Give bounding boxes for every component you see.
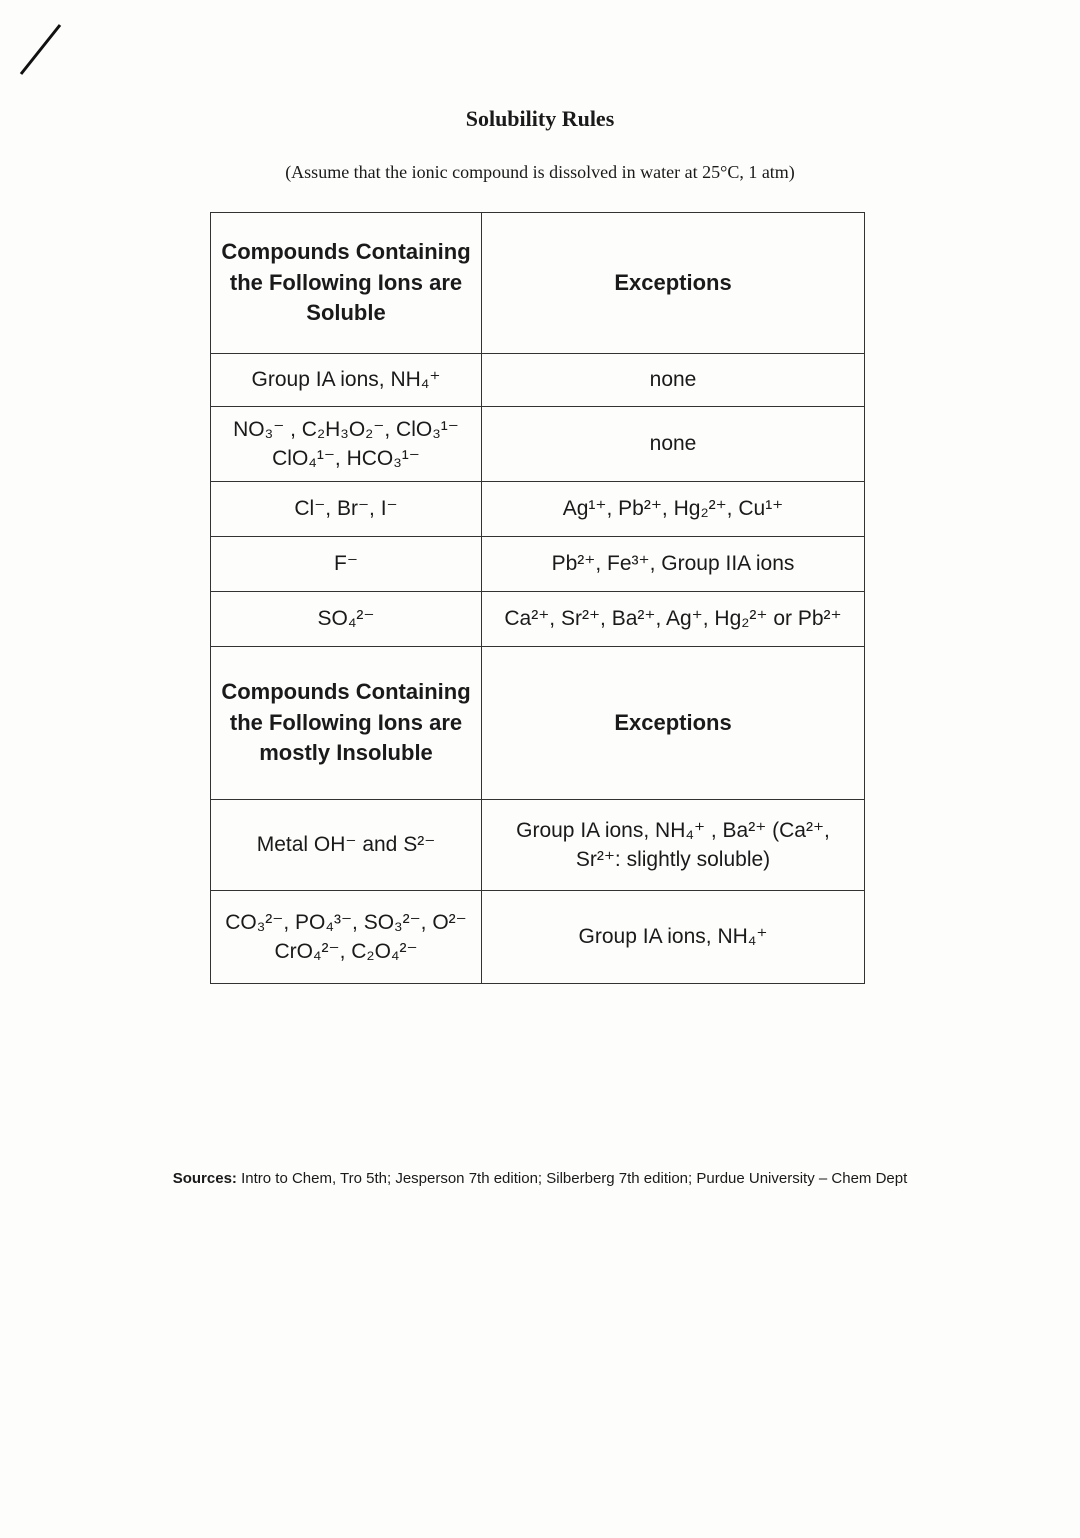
table-row: [211, 354, 865, 407]
table-row: [211, 800, 865, 891]
sources-text: Intro to Chem, Tro 5th; Jesperson 7th edition; Silberberg 7th edition; Purdue University – Chem Dept: [236, 1170, 908, 1187]
exceptions-cell: Group IA ions, NH₄⁺: [482, 891, 865, 984]
header-exceptions: Exceptions: [482, 647, 865, 800]
soluble-header-row: [211, 213, 865, 354]
exceptions-cell: Pb²⁺, Fe³⁺, Group IIA ions: [482, 537, 865, 592]
page-title: Solubility Rules: [465, 106, 615, 131]
exceptions-cell: Ag¹⁺, Pb²⁺, Hg₂²⁺, Cu¹⁺: [482, 482, 865, 537]
table-row: [211, 592, 865, 647]
header-exceptions: Exceptions: [482, 213, 865, 354]
exceptions-cell: none: [482, 407, 865, 482]
ions-cell: NO₃⁻ , C₂H₃O₂⁻, ClO₃¹⁻ ClO₄¹⁻, HCO₃¹⁻: [211, 407, 482, 482]
exceptions-cell: Group IA ions, NH₄⁺ , Ba²⁺ (Ca²⁺, Sr²⁺: slightly soluble): [482, 800, 865, 891]
ions-cell: Metal OH⁻ and S²⁻: [211, 800, 482, 891]
ions-cell: Group IA ions, NH₄⁺: [211, 354, 482, 407]
sources-line: [0, 1170, 1080, 1187]
ions-cell: CO₃²⁻, PO₄³⁻, SO₃²⁻, O²⁻ CrO₄²⁻, C₂O₄²⁻: [211, 891, 482, 984]
header-ions: Compounds Containing the Following Ions are mostly Insoluble: [211, 647, 482, 800]
table-row: [211, 407, 865, 482]
solubility-table: [210, 212, 865, 984]
exceptions-cell: none: [482, 354, 865, 407]
ions-cell: F⁻: [211, 537, 482, 592]
sources-label: Sources:: [172, 1170, 237, 1187]
pen-mark-icon: [18, 22, 68, 78]
header-ions: Compounds Containing the Following Ions are Soluble: [211, 213, 482, 354]
subtitle: (Assume that the ionic compound is dissolved in water at 25°C, 1 atm): [285, 162, 795, 182]
exceptions-cell: Ca²⁺, Sr²⁺, Ba²⁺, Ag⁺, Hg₂²⁺ or Pb²⁺: [482, 592, 865, 647]
insoluble-header-row: [211, 647, 865, 800]
ions-cell: SO₄²⁻: [211, 592, 482, 647]
table-row: [211, 482, 865, 537]
ions-cell: Cl⁻, Br⁻, I⁻: [211, 482, 482, 537]
table-row: [211, 537, 865, 592]
table-row: [211, 891, 865, 984]
